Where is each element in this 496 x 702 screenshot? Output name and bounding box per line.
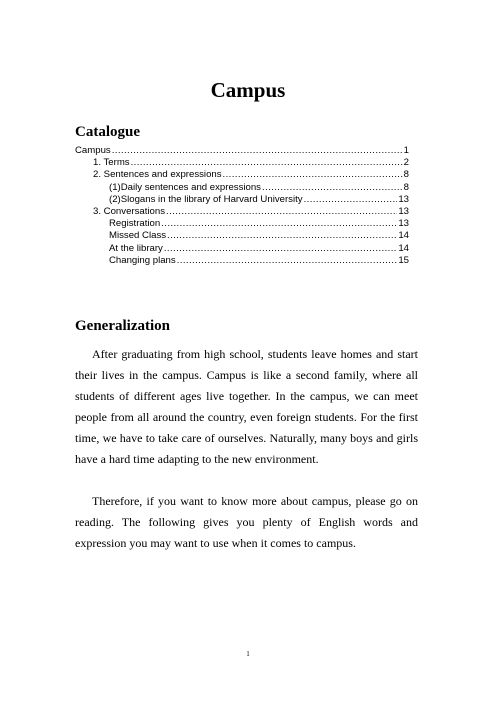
toc-entry-label: 2. Sentences and expressions xyxy=(93,169,222,181)
toc-entry-label: Changing plans xyxy=(109,254,176,266)
toc-entry-label: 3. Conversations xyxy=(93,205,165,217)
toc-entry-label: At the library xyxy=(109,242,163,254)
toc-leader xyxy=(112,145,403,157)
toc-entry-label: 1. Terms xyxy=(93,157,130,169)
toc-entry[interactable] xyxy=(75,255,409,267)
toc-entry[interactable] xyxy=(75,218,409,230)
toc-entry-label: (1)Daily sentences and expressions xyxy=(109,181,261,193)
toc-entry[interactable] xyxy=(75,145,409,157)
toc-entry-label: Missed Class xyxy=(109,230,167,242)
toc-entry[interactable] xyxy=(75,206,409,218)
toc-entry-label: Campus xyxy=(75,145,111,156)
toc-leader xyxy=(223,169,403,181)
toc-entry[interactable] xyxy=(75,230,409,242)
toc-entry[interactable] xyxy=(75,169,409,181)
table-of-contents xyxy=(75,145,409,267)
toc-entry-page: 14 xyxy=(398,242,409,254)
body-paragraph: Therefore, if you want to know more about campus, please go on reading. The following gives you plenty of English words and expression you may want to use when it comes to campus. xyxy=(75,494,418,550)
toc-leader xyxy=(161,218,397,230)
body-paragraph: After graduating from high school, students leave homes and start their lives in the campus. Campus is like a second family, where all students of different ages live together. In the campus, we can meet people from all around the country, even foreign students. For the first time, we have to take care of ourselves. Naturally, many boys and girls have a hard time adapting to the new environment. xyxy=(75,347,418,466)
toc-entry-label: (2)Slogans in the library of Harvard University xyxy=(109,193,303,205)
toc-leader xyxy=(167,230,397,242)
toc-entry[interactable] xyxy=(75,182,409,194)
page-number: 1 xyxy=(246,650,250,658)
toc-leader xyxy=(262,182,403,194)
toc-entry[interactable] xyxy=(75,157,409,169)
toc-leader xyxy=(131,157,403,169)
toc-entry-page: 15 xyxy=(398,254,409,266)
toc-entry-page: 13 xyxy=(398,205,409,217)
generalization-heading: Generalization xyxy=(75,318,170,334)
toc-leader xyxy=(177,255,398,267)
toc-entry-page: 8 xyxy=(403,169,409,181)
toc-leader xyxy=(166,206,397,218)
toc-entry-page: 14 xyxy=(398,230,409,242)
toc-entry-label: Registration xyxy=(109,218,161,230)
toc-entry[interactable] xyxy=(75,194,409,206)
document-title: Campus xyxy=(210,78,286,102)
toc-entry-page: 13 xyxy=(398,193,409,205)
toc-leader xyxy=(164,243,397,255)
toc-entry-page: 2 xyxy=(403,157,409,169)
catalogue-heading: Catalogue xyxy=(75,124,140,140)
toc-leader xyxy=(304,194,398,206)
toc-entry-page: 1 xyxy=(403,145,409,156)
toc-entry-page: 13 xyxy=(398,218,409,230)
toc-entry[interactable] xyxy=(75,243,409,255)
toc-entry-page: 8 xyxy=(403,181,409,193)
